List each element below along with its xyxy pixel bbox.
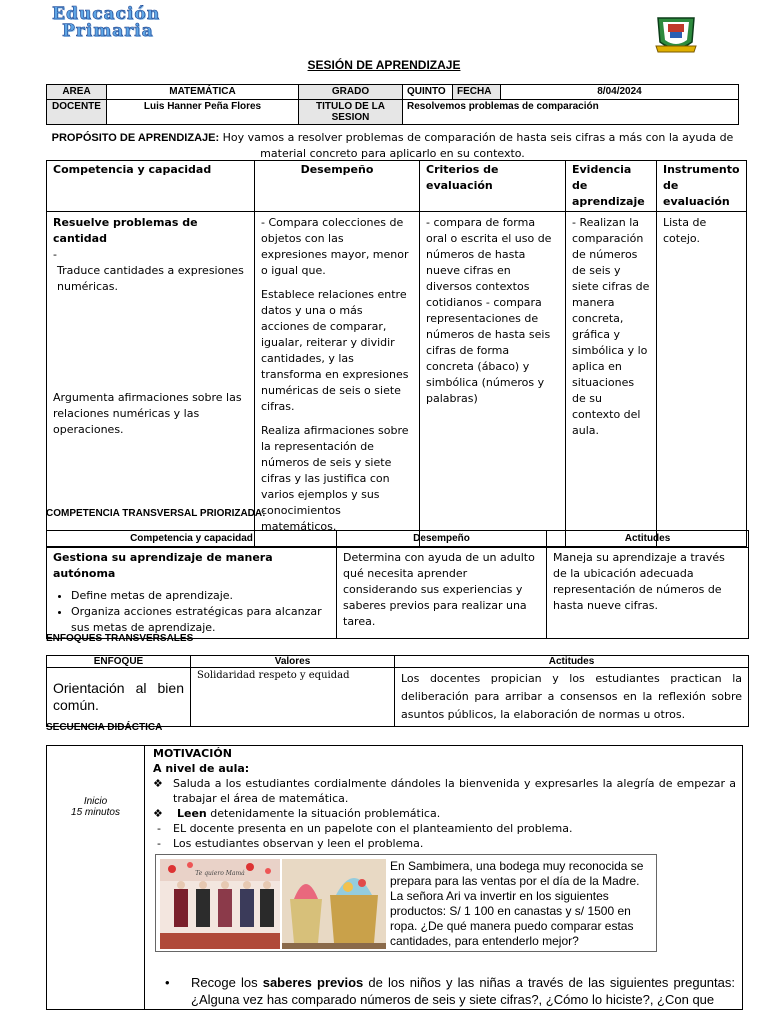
- trans-competence-title: Gestiona su aprendizaje de manera autónoma: [53, 551, 273, 580]
- dash-bullet: -: [157, 837, 161, 850]
- transversal-section-title: COMPETENCIA TRANSVERSAL PRIORIZADA:: [46, 508, 266, 519]
- phase-content: [147, 746, 742, 1007]
- enf-col-valores: Valores: [191, 656, 395, 668]
- enf-col-enfoque: ENFOQUE: [47, 656, 191, 668]
- logo-line-1: Educación: [52, 4, 161, 24]
- diamond-bullet-icon: ❖: [153, 777, 163, 790]
- enfoques-table: [46, 655, 749, 727]
- desempeno-3: Realiza afirmaciones sobre la representación de números de seis y siete cifras y las justifica con varios ejemplos y sus conocimientos matemáticos.: [261, 424, 409, 533]
- trans-col-desempeno: Desempeño: [337, 531, 547, 548]
- enf-actitudes-value: Los docentes propician y los estudiantes practican la deliberación para arribar a consensos en la reflexión sobre asuntos públicos, la elaboración de normas u otros.: [395, 668, 749, 727]
- list-item: [165, 974, 735, 1008]
- instrument-cell: Lista de cotejo.: [657, 212, 747, 547]
- enf-col-actitudes: Actitudes: [395, 656, 749, 668]
- enfoques-section-title: ENFOQUES TRANSVERSALES: [46, 633, 194, 644]
- list-item: [153, 836, 736, 851]
- fecha-value: 8/04/2024: [501, 85, 739, 100]
- clothing-store-photo: [160, 859, 280, 949]
- evidence-cell: - Realizan la comparación de números de seis y siete cifras de manera concreta, gráfica y simbólica y lo aplica en situaciones de su contexto del aula.: [566, 212, 657, 547]
- problem-statement: En Sambimera, una bodega muy reconocida se prepara para las ventas por el día de la Madre. La señora Ari va invertir en los siguientes productos: S/ 1 100 en canastas y s/ 1500 en ropa. ¿De qué manera puedo comparar estas cantidades, para entenderlo mejor?: [390, 859, 644, 948]
- criteria-cell: - compara de forma oral o escrita el uso de números de hasta nueve cifras en diversos contextos cotidianos - compara representaciones de números de hasta seis cifras de forma concreta (ábaco) y simbólica (números y palabras): [420, 212, 566, 547]
- docente-value: Luis Hanner Peña Flores: [107, 100, 299, 125]
- trans-desempeno-cell: Determina con ayuda de un adulto qué necesita aprender considerando sus experiencias y saberes previos para realizar una tarea.: [337, 548, 547, 639]
- page-title: SESIÓN DE APRENDIZAJE: [307, 58, 461, 72]
- desempeno-2: Establece relaciones entre datos y una o más acciones de comparar, igualar, reiterar y dividir cantidades, y las transforma en expresiones numéricas de seis o siete cifras.: [261, 288, 409, 413]
- gift-baskets-photo: [282, 859, 386, 949]
- bullet-2-bold: Leen: [177, 807, 207, 820]
- col-criterios: Criterios de evaluación: [420, 161, 566, 212]
- area-value: MATEMÁTICA: [107, 85, 299, 100]
- bullet-1-text: Saluda a los estudiantes cordialmente dándoles la bienvenida y expresarles la alegría de empezar a trabajar el área de matemática.: [173, 777, 736, 805]
- desempeno-cell: [255, 212, 420, 547]
- competence-cell: [47, 212, 255, 547]
- trans-actitudes-cell: Maneja su aprendizaje a través de la ubicación adecuada representación de números de hasta nueve cifras.: [547, 548, 749, 639]
- phase-cell: [47, 746, 145, 1009]
- trans-item-2: • Organiza acciones estratégicas para alcanzar sus metas de aprendizaje.: [71, 604, 330, 636]
- round-bullet-icon: •: [165, 975, 170, 990]
- dash-bullet: -: [157, 822, 161, 835]
- class-level-heading: A nivel de aula:: [153, 762, 250, 775]
- docente-label: DOCENTE: [47, 100, 107, 125]
- session-info-table: [46, 84, 739, 125]
- desempeno-1: - Compara colecciones de objetos con las expresiones mayor, menor o igual que.: [261, 216, 409, 277]
- titulo-label: TITULO DE LA SESION: [299, 100, 403, 125]
- grado-label: GRADO: [299, 85, 403, 100]
- motivation-heading: MOTIVACIÓN: [153, 747, 232, 760]
- purpose-label: PROPÓSITO DE APRENDIZAJE:: [51, 132, 220, 144]
- last-bullet-a: Recoge los: [191, 975, 258, 990]
- dash-1-text: EL docente presenta en un papelote con el planteamiento del problema.: [173, 822, 573, 835]
- phase-duration: 15 minutos: [71, 807, 120, 818]
- problem-poster: [155, 854, 657, 952]
- logo-line-2: Primaria: [62, 21, 154, 41]
- photo-sign-text: Te quiero Mamá: [195, 870, 245, 877]
- titulo-value: Resolvemos problemas de comparación: [403, 100, 739, 125]
- valores-value: Solidaridad respeto y equidad: [191, 668, 395, 727]
- col-desempeno: Desempeño: [255, 161, 420, 212]
- col-competencia: Competencia y capacidad: [47, 161, 255, 212]
- bullet-2-text: detenidamente la situación problemática.: [210, 807, 441, 820]
- list-item: [153, 776, 736, 806]
- area-label: AREA: [47, 85, 107, 100]
- list-item: [153, 806, 736, 821]
- list-item: [153, 821, 736, 836]
- col-instrumento: Instrumento de evaluación: [657, 161, 747, 212]
- transversal-table: [46, 530, 749, 639]
- capacity-2: Argumenta afirmaciones sobre las relaciones numéricas y las operaciones.: [53, 391, 242, 436]
- purpose-text: [46, 130, 739, 161]
- diamond-bullet-icon: ❖: [153, 807, 163, 820]
- fecha-label: FECHA: [453, 85, 501, 100]
- last-bullet-bold: saberes previos: [262, 975, 364, 990]
- capacity-1: Traduce cantidades a expresiones numéricas.: [57, 264, 244, 293]
- trans-col-competencia: Competencia y capacidad: [47, 531, 337, 548]
- trans-item-1: • Define metas de aprendizaje.: [71, 588, 330, 604]
- trans-col-actitudes: Actitudes: [547, 531, 749, 548]
- enfoque-value: Orientación al bien común.: [47, 668, 191, 727]
- trans-competence-cell: [47, 548, 337, 639]
- logo-text: [52, 6, 222, 40]
- competence-dash: -: [53, 248, 57, 261]
- competence-table: [46, 160, 747, 547]
- col-evidencia: Evidencia de aprendizaje: [566, 161, 657, 212]
- purpose-body: Hoy vamos a resolver problemas de comparación de hasta seis cifras a más con la ayuda de material concreto para aplicarlo en su contexto.: [222, 131, 734, 160]
- dash-2-text: Los estudiantes observan y leen el problema.: [173, 837, 424, 850]
- phase-label: Inicio: [83, 796, 108, 807]
- competence-title: Resuelve problemas de cantidad: [53, 216, 198, 245]
- last-bullet-b: de los niños y las niñas a través de las siguientes preguntas: ¿Alguna vez has comparado números de seis y siete cifras?, ¿Cómo lo hiciste?, ¿Con que: [191, 975, 735, 1007]
- school-crest-icon: [654, 12, 698, 56]
- grado-value: QUINTO: [403, 85, 453, 100]
- secuencia-section-title: SECUENCIA DIDÁCTICA: [46, 722, 163, 733]
- didactic-sequence-box: [46, 745, 743, 1010]
